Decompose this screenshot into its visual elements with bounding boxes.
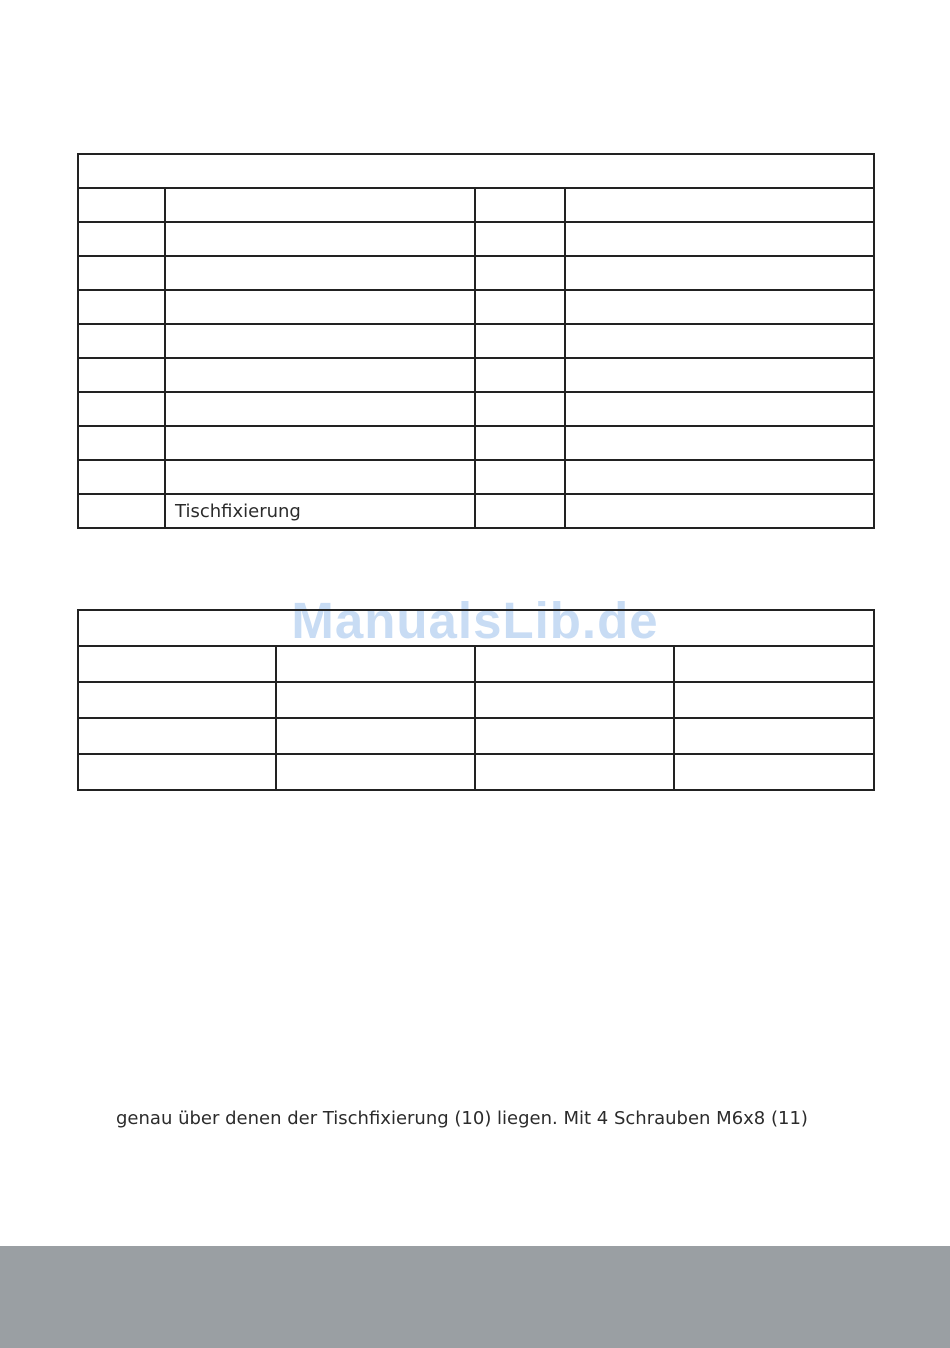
table-cell	[78, 494, 165, 528]
table-cell	[674, 754, 874, 790]
footer-band	[0, 1246, 950, 1348]
table-cell	[78, 682, 276, 718]
table-row	[78, 460, 874, 494]
table-cell	[565, 460, 874, 494]
table-row	[78, 256, 874, 290]
spec-table-body	[78, 610, 874, 790]
table-cell	[674, 646, 874, 682]
table-cell	[674, 718, 874, 754]
table-cell	[78, 718, 276, 754]
table-cell	[276, 718, 475, 754]
table-cell	[565, 426, 874, 460]
table-cell	[78, 460, 165, 494]
table-header-row	[78, 154, 874, 188]
table-cell	[565, 222, 874, 256]
table-cell	[78, 188, 165, 222]
table-header-cell	[78, 610, 874, 646]
table-row	[78, 646, 874, 682]
table-cell	[475, 646, 674, 682]
table-row	[78, 718, 874, 754]
table-row	[78, 222, 874, 256]
parts-table-body	[78, 154, 874, 528]
table-cell	[475, 256, 565, 290]
table-row	[78, 392, 874, 426]
table-cell	[475, 324, 565, 358]
table-cell	[674, 682, 874, 718]
table-cell	[165, 324, 475, 358]
table-header-cell	[78, 154, 874, 188]
table-cell	[475, 290, 565, 324]
table-cell	[78, 646, 276, 682]
table-cell	[78, 290, 165, 324]
table-cell: Tischfixierung	[165, 494, 475, 528]
table-cell	[165, 256, 475, 290]
table-row	[78, 754, 874, 790]
table-cell	[565, 188, 874, 222]
table-cell	[165, 222, 475, 256]
table-cell	[475, 426, 565, 460]
table-cell	[475, 754, 674, 790]
table-cell	[565, 358, 874, 392]
parts-table	[77, 153, 875, 529]
table-cell	[565, 392, 874, 426]
table-row	[78, 682, 874, 718]
table-cell	[475, 188, 565, 222]
table-header-row	[78, 610, 874, 646]
table-cell	[565, 324, 874, 358]
table-cell	[165, 188, 475, 222]
table-cell	[475, 682, 674, 718]
table-cell	[165, 426, 475, 460]
table-cell	[165, 290, 475, 324]
table-row	[78, 324, 874, 358]
table-cell	[78, 222, 165, 256]
table-cell	[475, 392, 565, 426]
table-cell	[475, 718, 674, 754]
table-row	[78, 494, 874, 528]
table-cell	[165, 392, 475, 426]
table-cell	[475, 460, 565, 494]
table-cell	[475, 222, 565, 256]
table-cell	[475, 494, 565, 528]
table-cell	[165, 358, 475, 392]
table-cell	[78, 754, 276, 790]
table-cell	[78, 392, 165, 426]
table-cell	[475, 358, 565, 392]
table-row	[78, 358, 874, 392]
table-row	[78, 290, 874, 324]
table-cell	[165, 460, 475, 494]
spec-table	[77, 609, 875, 791]
table-cell	[565, 256, 874, 290]
table-cell	[276, 646, 475, 682]
instruction-text: genau über denen der Tischfixierung (10) liegen. Mit 4 Schrauben M6x8 (11)	[116, 1108, 808, 1129]
watermark-text: ManualsLib.de	[291, 592, 659, 649]
table-cell	[276, 682, 475, 718]
table-cell	[565, 290, 874, 324]
table-cell	[78, 358, 165, 392]
table-cell	[276, 754, 475, 790]
table-cell	[78, 426, 165, 460]
table-cell	[78, 256, 165, 290]
table-row	[78, 426, 874, 460]
table-cell	[78, 324, 165, 358]
table-cell	[565, 494, 874, 528]
table-row	[78, 188, 874, 222]
